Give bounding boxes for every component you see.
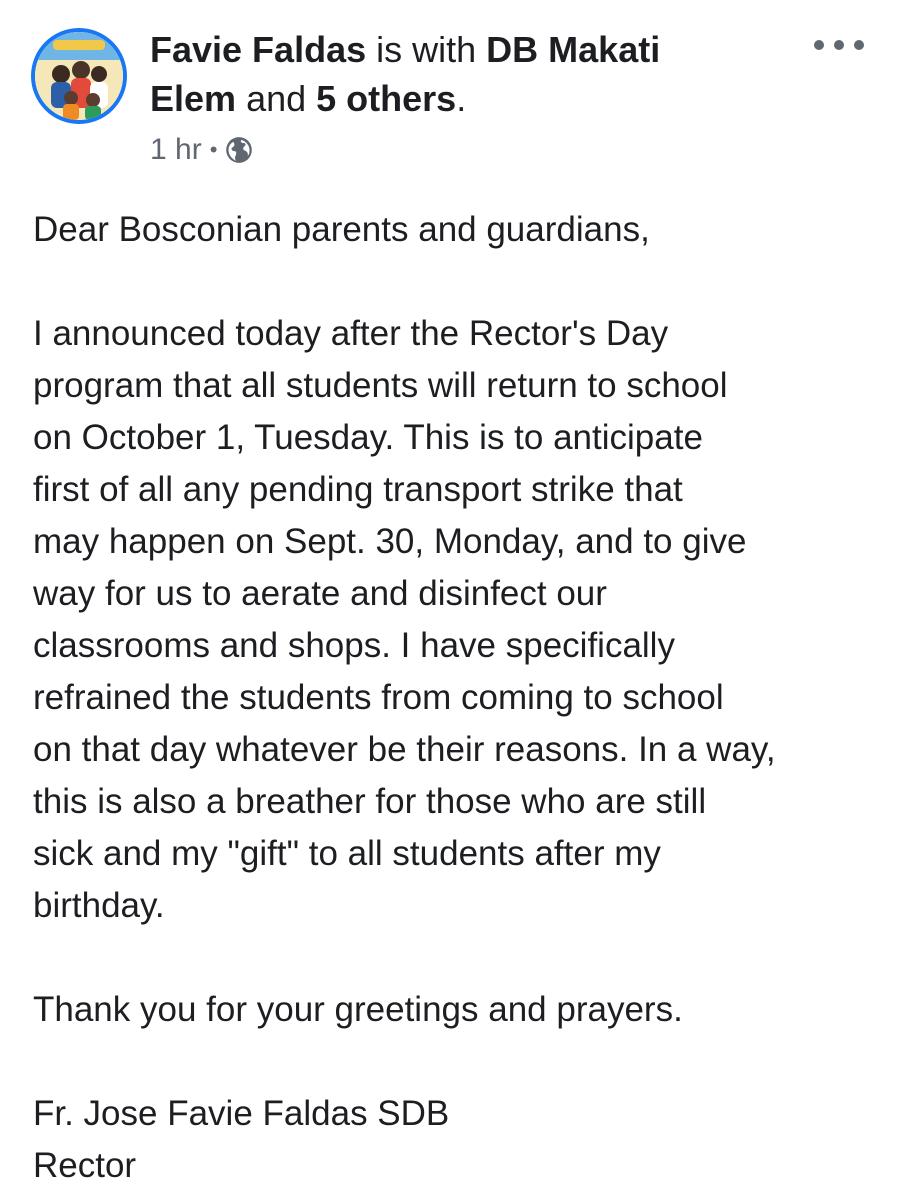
more-options-icon — [814, 40, 824, 50]
post-timestamp[interactable]: 1 hr — [150, 133, 202, 166]
body-line: sick and my "gift" to all students after my — [33, 834, 661, 873]
greeting-text: Dear Bosconian parents and guardians, — [33, 210, 650, 249]
author-name[interactable]: Favie Faldas — [150, 29, 367, 70]
body-line: this is also a breather for those who are still — [33, 782, 707, 821]
with-text: is with — [376, 29, 477, 70]
body-line: may happen on Sept. 30, Monday, and to give — [33, 522, 747, 561]
body-line: program that all students will return to school — [33, 366, 728, 405]
body-line: way for us to aerate and disinfect our — [33, 574, 607, 613]
body-line: on October 1, Tuesday. This is to anticipate — [33, 418, 703, 457]
post-meta — [150, 130, 253, 170]
post-body — [33, 204, 883, 1192]
globe-icon[interactable] — [225, 136, 253, 164]
signature-title: Rector — [33, 1146, 137, 1185]
body-line: classrooms and shops. I have specifically — [33, 626, 675, 665]
body-line: I announced today after the Rector's Day — [33, 314, 669, 353]
paragraph-gap — [33, 1036, 883, 1088]
paragraph-gap — [33, 256, 883, 308]
more-options-icon-dot — [854, 40, 864, 50]
thanks-text: Thank you for your greetings and prayers. — [33, 990, 683, 1029]
post-header — [150, 26, 790, 74]
more-options-button[interactable] — [814, 30, 864, 60]
signature-name: Fr. Jose Favie Faldas SDB — [33, 1094, 450, 1133]
body-line: refrained the students from coming to school — [33, 678, 724, 717]
body-line: first of all any pending transport strike that — [33, 470, 683, 509]
tagged-others[interactable]: 5 others — [316, 78, 457, 119]
paragraph-gap — [33, 932, 883, 984]
meta-separator: • — [209, 137, 218, 162]
tagged-page-continued[interactable]: Elem — [150, 78, 237, 119]
post-header-continued — [150, 75, 790, 123]
body-line: on that day whatever be their reasons. In a way, — [33, 730, 776, 769]
header-end-punct: . — [456, 78, 467, 119]
tagged-page[interactable]: DB Makati — [486, 29, 661, 70]
body-line: birthday. — [33, 886, 165, 925]
author-avatar[interactable] — [31, 28, 127, 124]
and-text: and — [246, 78, 307, 119]
more-options-icon-dot — [834, 40, 844, 50]
avatar-photo — [35, 32, 123, 120]
